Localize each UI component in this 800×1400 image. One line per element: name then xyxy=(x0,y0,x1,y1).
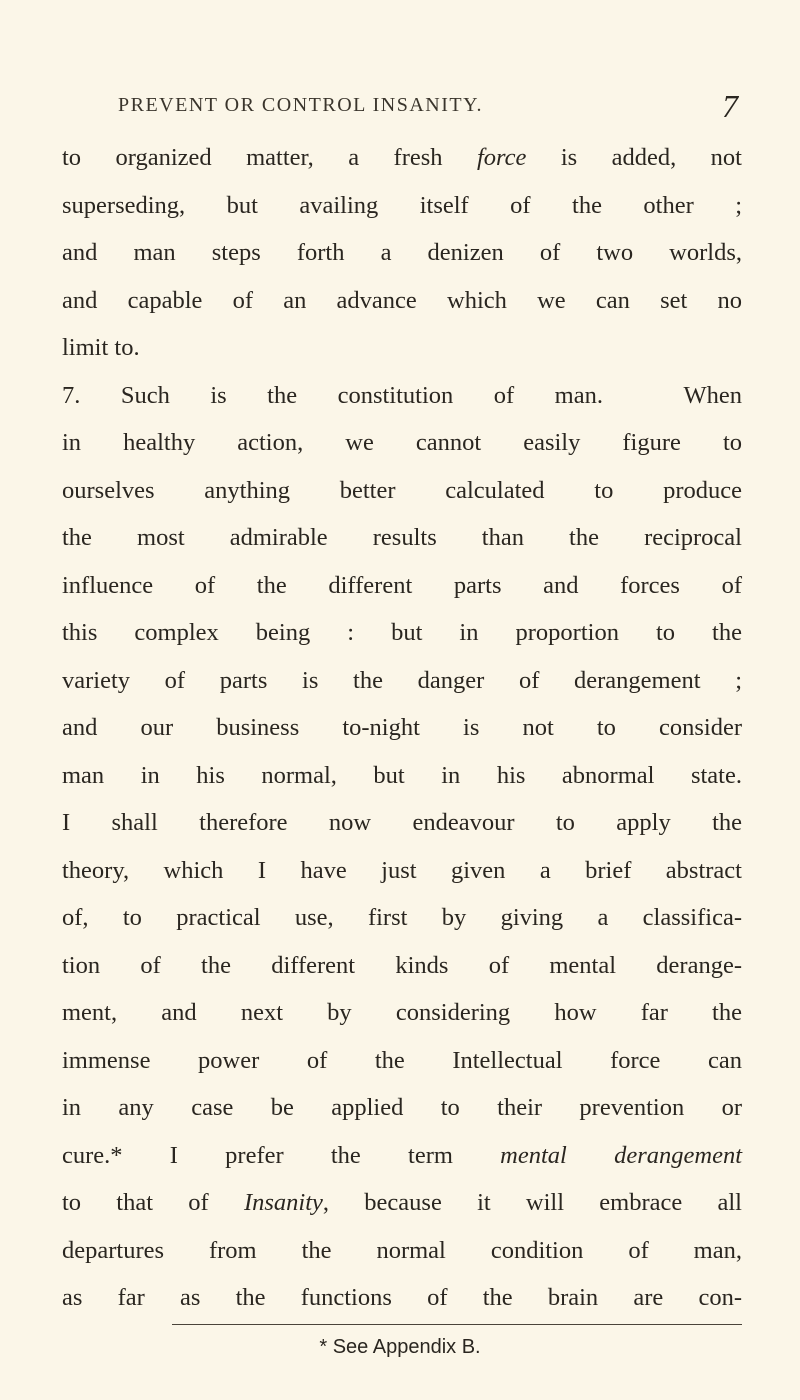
text-segment: and capable of an advance which we can set no xyxy=(62,286,742,314)
italic-text: Insanity xyxy=(243,1189,323,1216)
text-line xyxy=(62,1179,742,1227)
text-line xyxy=(62,989,742,1037)
text-line xyxy=(62,372,742,420)
text-segment: to organized matter, a fresh xyxy=(62,144,477,171)
text-line xyxy=(62,847,742,895)
text-line xyxy=(62,1037,742,1085)
text-line xyxy=(62,752,742,800)
text-line xyxy=(62,704,742,752)
text-segment: this complex being : but in proportion to the xyxy=(62,619,742,646)
text-line xyxy=(62,609,742,657)
text-line xyxy=(62,1084,742,1132)
text-line xyxy=(62,942,742,990)
text-line xyxy=(62,657,742,705)
text-segment: superseding, but availing itself of the other ; xyxy=(62,191,742,219)
text-segment: the most admirable results than the reciprocal xyxy=(62,524,742,551)
text-segment: ment, and next by considering how far the xyxy=(62,999,742,1026)
text-line xyxy=(62,562,742,610)
page-number: 7 xyxy=(722,88,738,124)
text-line xyxy=(62,419,742,467)
text-segment: departures from the normal condition of man, xyxy=(62,1236,742,1264)
text-segment: is added, not xyxy=(526,144,742,171)
text-line xyxy=(62,894,742,942)
text-line xyxy=(62,324,742,372)
text-segment: , because it will embrace all xyxy=(322,1189,742,1216)
text-segment: theory, which I have just given a brief abstract xyxy=(62,856,742,884)
running-head xyxy=(0,90,800,126)
text-line xyxy=(62,1132,742,1180)
body-text xyxy=(62,134,742,1322)
text-segment: in healthy action, we cannot easily figure to xyxy=(62,429,742,456)
text-segment: in any case be applied to their prevention or xyxy=(62,1094,742,1121)
text-segment: man in his normal, but in his abnormal state. xyxy=(62,761,742,789)
text-segment: to that of xyxy=(62,1189,244,1216)
text-line xyxy=(62,514,742,562)
text-line xyxy=(62,799,742,847)
text-segment: and man steps forth a denizen of two worlds, xyxy=(62,239,742,266)
footnote: * See Appendix B. xyxy=(319,1336,481,1358)
text-line xyxy=(62,277,742,325)
text-segment: limit to. xyxy=(62,334,140,361)
text-line xyxy=(62,182,742,230)
text-segment: I shall therefore now endeavour to apply the xyxy=(62,809,742,836)
text-segment: ourselves anything better calculated to produce xyxy=(62,476,742,504)
text-segment: and our business to-night is not to consider xyxy=(62,714,742,741)
text-line xyxy=(62,229,742,277)
text-line xyxy=(62,467,742,515)
italic-text: force xyxy=(476,144,527,171)
italic-text: mental derangement xyxy=(500,1141,742,1169)
text-line xyxy=(62,1274,742,1322)
text-segment: immense power of the Intellectual force can xyxy=(62,1046,742,1074)
running-title: PREVENT OR CONTROL INSANITY. xyxy=(118,94,483,116)
text-segment: influence of the different parts and forces of xyxy=(62,571,742,599)
text-segment: tion of the different kinds of mental derange- xyxy=(62,951,742,979)
text-line xyxy=(62,134,742,182)
text-segment: variety of parts is the danger of derangement ; xyxy=(62,666,742,694)
text-line xyxy=(62,1227,742,1275)
text-segment: as far as the functions of the brain are con- xyxy=(62,1284,742,1311)
footnote-divider xyxy=(172,1324,742,1325)
text-segment: cure.* I prefer the term xyxy=(62,1141,501,1169)
text-segment: of, to practical use, first by giving a classifica- xyxy=(62,904,742,931)
text-segment: 7. Such is the constitution of man. When xyxy=(62,381,742,409)
